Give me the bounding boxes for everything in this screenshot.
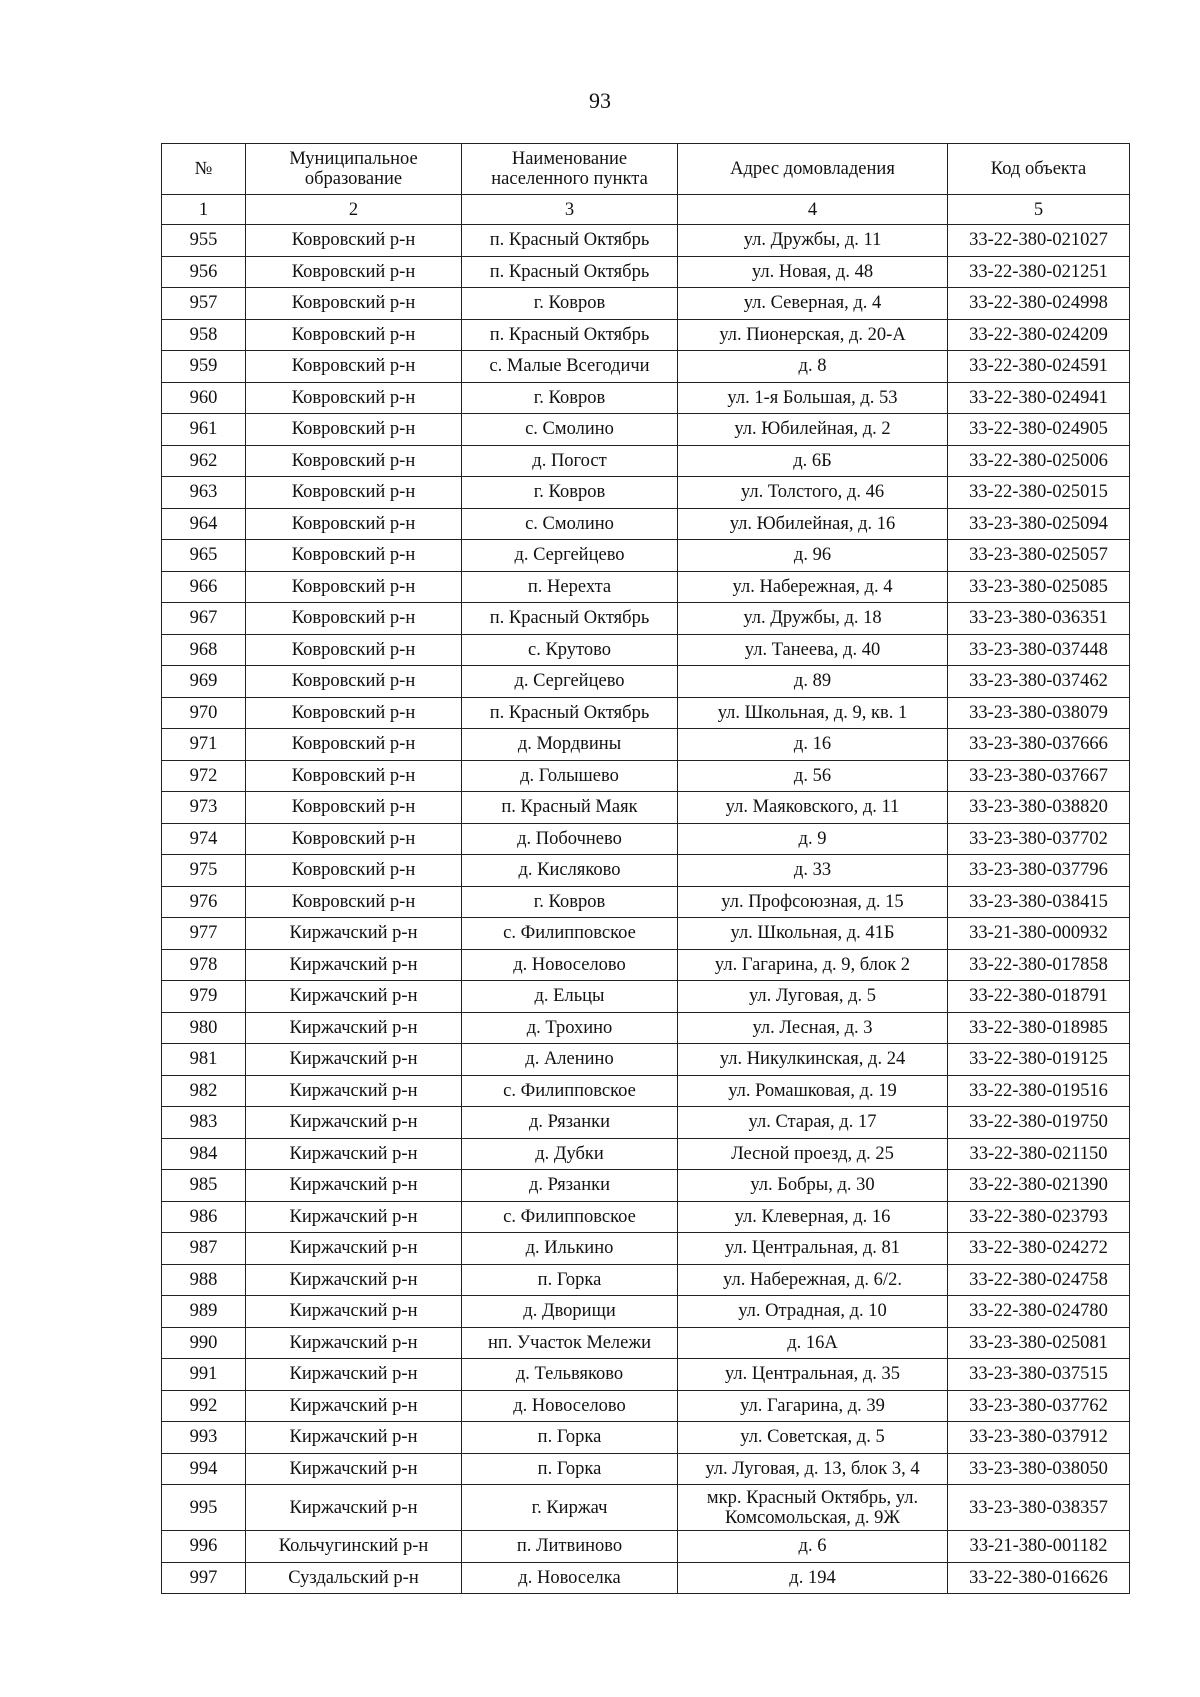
object-code-cell: 33-23-380-036351	[948, 603, 1130, 635]
settlement-cell: д. Сергейцево	[462, 540, 678, 572]
settlement-cell: с. Смолино	[462, 508, 678, 540]
table-row	[162, 540, 1130, 572]
object-code-cell: 33-22-380-024209	[948, 319, 1130, 351]
object-code-cell: 33-22-380-021251	[948, 256, 1130, 288]
table-row	[162, 351, 1130, 383]
table-row	[162, 792, 1130, 824]
settlement-cell: нп. Участок Мележи	[462, 1327, 678, 1359]
table-row	[162, 477, 1130, 509]
row-number-cell: 955	[162, 225, 246, 257]
row-number-cell: 972	[162, 760, 246, 792]
address-cell: д. 194	[678, 1562, 948, 1594]
municipality-cell: Суздальский р-н	[246, 1562, 462, 1594]
table-row	[162, 729, 1130, 761]
object-code-cell: 33-21-380-000932	[948, 918, 1130, 950]
row-number-cell: 981	[162, 1044, 246, 1076]
address-cell: д. 9	[678, 823, 948, 855]
table-row	[162, 823, 1130, 855]
table-row	[162, 697, 1130, 729]
row-number-cell: 977	[162, 918, 246, 950]
settlement-cell: д. Мордвины	[462, 729, 678, 761]
municipality-cell: Киржачский р-н	[246, 1107, 462, 1139]
row-number-cell: 968	[162, 634, 246, 666]
row-number-cell: 997	[162, 1562, 246, 1594]
row-number-cell: 974	[162, 823, 246, 855]
header-object-code: Код объекта	[948, 144, 1130, 195]
table-body	[162, 225, 1130, 1594]
object-code-cell: 33-23-380-025094	[948, 508, 1130, 540]
address-cell: ул. Толстого, д. 46	[678, 477, 948, 509]
municipality-cell: Ковровский р-н	[246, 225, 462, 257]
object-code-cell: 33-22-380-025015	[948, 477, 1130, 509]
object-code-cell: 33-22-380-021027	[948, 225, 1130, 257]
table-row	[162, 382, 1130, 414]
settlement-cell: г. Ковров	[462, 382, 678, 414]
address-cell: Лесной проезд, д. 25	[678, 1138, 948, 1170]
row-number-cell: 993	[162, 1422, 246, 1454]
address-cell: ул. Никулкинская, д. 24	[678, 1044, 948, 1076]
settlement-cell: д. Тельвяково	[462, 1359, 678, 1391]
table-row	[162, 1107, 1130, 1139]
row-number-cell: 976	[162, 886, 246, 918]
row-number-cell: 995	[162, 1485, 246, 1531]
table-row	[162, 1044, 1130, 1076]
column-number: 4	[678, 195, 948, 225]
row-number-cell: 975	[162, 855, 246, 887]
address-cell: д. 8	[678, 351, 948, 383]
row-number-cell: 986	[162, 1201, 246, 1233]
object-code-cell: 33-22-380-018791	[948, 981, 1130, 1013]
settlement-cell: п. Нерехта	[462, 571, 678, 603]
municipality-cell: Ковровский р-н	[246, 288, 462, 320]
row-number-cell: 969	[162, 666, 246, 698]
row-number-cell: 956	[162, 256, 246, 288]
header-address: Адрес домовладения	[678, 144, 948, 195]
municipality-cell: Киржачский р-н	[246, 918, 462, 950]
municipality-cell: Кольчугинский р-н	[246, 1531, 462, 1563]
settlement-cell: д. Новоселово	[462, 949, 678, 981]
object-code-cell: 33-22-380-024758	[948, 1264, 1130, 1296]
object-code-cell: 33-23-380-025085	[948, 571, 1130, 603]
table-row	[162, 1170, 1130, 1202]
row-number-cell: 996	[162, 1531, 246, 1563]
municipality-cell: Ковровский р-н	[246, 256, 462, 288]
municipality-cell: Ковровский р-н	[246, 823, 462, 855]
municipality-cell: Киржачский р-н	[246, 1453, 462, 1485]
table-row	[162, 1138, 1130, 1170]
row-number-cell: 961	[162, 414, 246, 446]
row-number-cell: 970	[162, 697, 246, 729]
row-number-cell: 994	[162, 1453, 246, 1485]
settlement-cell: п. Литвиново	[462, 1531, 678, 1563]
row-number-cell: 958	[162, 319, 246, 351]
table-row	[162, 949, 1130, 981]
row-number-cell: 957	[162, 288, 246, 320]
header-settlement: Наименование населенного пункта	[462, 144, 678, 195]
row-number-cell: 991	[162, 1359, 246, 1391]
object-code-cell: 33-23-380-025081	[948, 1327, 1130, 1359]
settlement-cell: п. Красный Маяк	[462, 792, 678, 824]
municipality-cell: Киржачский р-н	[246, 1075, 462, 1107]
table-row	[162, 1264, 1130, 1296]
settlement-cell: д. Сергейцево	[462, 666, 678, 698]
object-code-cell: 33-22-380-019125	[948, 1044, 1130, 1076]
row-number-cell: 984	[162, 1138, 246, 1170]
municipality-cell: Ковровский р-н	[246, 666, 462, 698]
row-number-cell: 982	[162, 1075, 246, 1107]
table-row	[162, 603, 1130, 635]
object-code-cell: 33-22-380-021150	[948, 1138, 1130, 1170]
table-row	[162, 886, 1130, 918]
address-cell: ул. Школьная, д. 41Б	[678, 918, 948, 950]
object-code-cell: 33-22-380-024905	[948, 414, 1130, 446]
municipality-cell: Ковровский р-н	[246, 445, 462, 477]
row-number-cell: 990	[162, 1327, 246, 1359]
municipality-cell: Ковровский р-н	[246, 382, 462, 414]
municipality-cell: Ковровский р-н	[246, 508, 462, 540]
address-cell: ул. Отрадная, д. 10	[678, 1296, 948, 1328]
municipality-cell: Ковровский р-н	[246, 729, 462, 761]
header-number: №	[162, 144, 246, 195]
table-row	[162, 1453, 1130, 1485]
object-code-cell: 33-22-380-017858	[948, 949, 1130, 981]
settlement-cell: п. Красный Октябрь	[462, 225, 678, 257]
object-code-cell: 33-22-380-019516	[948, 1075, 1130, 1107]
settlement-cell: с. Филипповское	[462, 1201, 678, 1233]
address-cell: д. 56	[678, 760, 948, 792]
settlement-cell: с. Филипповское	[462, 918, 678, 950]
address-cell: ул. Танеева, д. 40	[678, 634, 948, 666]
municipality-cell: Ковровский р-н	[246, 319, 462, 351]
row-number-cell: 988	[162, 1264, 246, 1296]
object-code-cell: 33-23-380-038415	[948, 886, 1130, 918]
table-row	[162, 571, 1130, 603]
address-cell: ул. Центральная, д. 81	[678, 1233, 948, 1265]
object-code-cell: 33-22-380-023793	[948, 1201, 1130, 1233]
table-row	[162, 225, 1130, 257]
address-cell: ул. Профсоюзная, д. 15	[678, 886, 948, 918]
address-cell: ул. Клеверная, д. 16	[678, 1201, 948, 1233]
table-row	[162, 1359, 1130, 1391]
address-cell: ул. Лесная, д. 3	[678, 1012, 948, 1044]
settlement-cell: г. Киржач	[462, 1485, 678, 1531]
settlement-cell: п. Горка	[462, 1422, 678, 1454]
settlement-cell: д. Погост	[462, 445, 678, 477]
object-code-cell: 33-23-380-037762	[948, 1390, 1130, 1422]
table-row	[162, 288, 1130, 320]
table-row	[162, 1422, 1130, 1454]
municipality-cell: Ковровский р-н	[246, 886, 462, 918]
settlement-cell: с. Смолино	[462, 414, 678, 446]
municipality-cell: Ковровский р-н	[246, 477, 462, 509]
object-code-cell: 33-23-380-037702	[948, 823, 1130, 855]
page-number: 93	[589, 88, 611, 113]
table-row	[162, 256, 1130, 288]
municipality-cell: Ковровский р-н	[246, 603, 462, 635]
row-number-cell: 979	[162, 981, 246, 1013]
object-code-cell: 33-23-380-038079	[948, 697, 1130, 729]
table-row	[162, 634, 1130, 666]
settlement-cell: д. Рязанки	[462, 1170, 678, 1202]
municipality-cell: Ковровский р-н	[246, 540, 462, 572]
municipality-cell: Ковровский р-н	[246, 792, 462, 824]
table-row	[162, 855, 1130, 887]
table-row	[162, 918, 1130, 950]
address-cell: ул. Юбилейная, д. 2	[678, 414, 948, 446]
settlement-cell: д. Дубки	[462, 1138, 678, 1170]
address-cell: ул. Бобры, д. 30	[678, 1170, 948, 1202]
municipality-cell: Ковровский р-н	[246, 855, 462, 887]
municipality-cell: Киржачский р-н	[246, 1138, 462, 1170]
address-cell: д. 89	[678, 666, 948, 698]
object-code-cell: 33-23-380-025057	[948, 540, 1130, 572]
object-code-cell: 33-22-380-024941	[948, 382, 1130, 414]
object-code-cell: 33-23-380-037448	[948, 634, 1130, 666]
address-cell: ул. Дружбы, д. 18	[678, 603, 948, 635]
row-number-cell: 973	[162, 792, 246, 824]
row-number-cell: 963	[162, 477, 246, 509]
settlement-cell: п. Красный Октябрь	[462, 256, 678, 288]
table-row	[162, 1390, 1130, 1422]
table-row	[162, 414, 1130, 446]
row-number-cell: 966	[162, 571, 246, 603]
object-code-cell: 33-23-380-038357	[948, 1485, 1130, 1531]
table-row	[162, 319, 1130, 351]
municipality-cell: Киржачский р-н	[246, 1044, 462, 1076]
row-number-cell: 959	[162, 351, 246, 383]
municipality-cell: Киржачский р-н	[246, 1201, 462, 1233]
municipality-cell: Ковровский р-н	[246, 571, 462, 603]
settlement-cell: д. Дворищи	[462, 1296, 678, 1328]
row-number-cell: 980	[162, 1012, 246, 1044]
settlement-cell: п. Красный Октябрь	[462, 319, 678, 351]
column-number: 5	[948, 195, 1130, 225]
object-code-cell: 33-23-380-037666	[948, 729, 1130, 761]
address-cell: ул. Набережная, д. 6/2.	[678, 1264, 948, 1296]
object-code-cell: 33-21-380-001182	[948, 1531, 1130, 1563]
address-cell: ул. Луговая, д. 5	[678, 981, 948, 1013]
address-cell: ул. Пионерская, д. 20-А	[678, 319, 948, 351]
address-cell: ул. Центральная, д. 35	[678, 1359, 948, 1391]
object-code-cell: 33-23-380-037796	[948, 855, 1130, 887]
address-cell: ул. Юбилейная, д. 16	[678, 508, 948, 540]
municipality-cell: Киржачский р-н	[246, 1296, 462, 1328]
row-number-cell: 962	[162, 445, 246, 477]
municipality-cell: Киржачский р-н	[246, 1327, 462, 1359]
address-cell: д. 6Б	[678, 445, 948, 477]
municipality-cell: Киржачский р-н	[246, 1390, 462, 1422]
column-number: 3	[462, 195, 678, 225]
municipality-cell: Киржачский р-н	[246, 1012, 462, 1044]
object-code-cell: 33-23-380-037667	[948, 760, 1130, 792]
settlement-cell: д. Трохино	[462, 1012, 678, 1044]
address-cell: ул. Набережная, д. 4	[678, 571, 948, 603]
municipality-cell: Ковровский р-н	[246, 351, 462, 383]
table-row	[162, 1075, 1130, 1107]
table-row	[162, 1531, 1130, 1563]
object-code-cell: 33-22-380-024591	[948, 351, 1130, 383]
settlement-cell: д. Ельцы	[462, 981, 678, 1013]
row-number-cell: 971	[162, 729, 246, 761]
address-cell: д. 33	[678, 855, 948, 887]
table-row	[162, 1233, 1130, 1265]
municipality-cell: Ковровский р-н	[246, 697, 462, 729]
object-code-cell: 33-23-380-037912	[948, 1422, 1130, 1454]
column-number-row	[162, 195, 1130, 225]
address-cell: д. 16А	[678, 1327, 948, 1359]
row-number-cell: 964	[162, 508, 246, 540]
row-number-cell: 965	[162, 540, 246, 572]
settlement-cell: с. Крутово	[462, 634, 678, 666]
settlement-cell: п. Красный Октябрь	[462, 697, 678, 729]
object-code-cell: 33-23-380-037462	[948, 666, 1130, 698]
object-code-cell: 33-23-380-037515	[948, 1359, 1130, 1391]
column-number: 2	[246, 195, 462, 225]
address-cell: ул. Школьная, д. 9, кв. 1	[678, 697, 948, 729]
settlement-cell: д. Илькино	[462, 1233, 678, 1265]
municipality-cell: Киржачский р-н	[246, 1233, 462, 1265]
settlement-cell: д. Голышево	[462, 760, 678, 792]
object-code-cell: 33-22-380-024780	[948, 1296, 1130, 1328]
row-number-cell: 960	[162, 382, 246, 414]
row-number-cell: 992	[162, 1390, 246, 1422]
municipality-cell: Киржачский р-н	[246, 1359, 462, 1391]
address-cell: ул. Ромашковая, д. 19	[678, 1075, 948, 1107]
table-row	[162, 445, 1130, 477]
settlement-cell: д. Новоселка	[462, 1562, 678, 1594]
table-row	[162, 981, 1130, 1013]
address-cell: ул. Северная, д. 4	[678, 288, 948, 320]
address-cell: д. 6	[678, 1531, 948, 1563]
object-code-cell: 33-22-380-018985	[948, 1012, 1130, 1044]
address-cell: д. 96	[678, 540, 948, 572]
municipality-cell: Киржачский р-н	[246, 1170, 462, 1202]
object-code-cell: 33-22-380-019750	[948, 1107, 1130, 1139]
table-row	[162, 1296, 1130, 1328]
municipality-cell: Киржачский р-н	[246, 1422, 462, 1454]
address-cell: мкр. Красный Октябрь, ул. Комсомольская, д. 9Ж	[678, 1485, 948, 1531]
settlement-cell: п. Горка	[462, 1264, 678, 1296]
column-number: 1	[162, 195, 246, 225]
municipality-cell: Ковровский р-н	[246, 414, 462, 446]
row-number-cell: 967	[162, 603, 246, 635]
municipality-cell: Киржачский р-н	[246, 981, 462, 1013]
address-cell: ул. Луговая, д. 13, блок 3, 4	[678, 1453, 948, 1485]
municipality-cell: Ковровский р-н	[246, 634, 462, 666]
header-municipality: Муниципальное образование	[246, 144, 462, 195]
address-cell: д. 16	[678, 729, 948, 761]
table-row	[162, 1562, 1130, 1594]
settlement-cell: д. Побочнево	[462, 823, 678, 855]
address-cell: ул. Дружбы, д. 11	[678, 225, 948, 257]
row-number-cell: 987	[162, 1233, 246, 1265]
registry-table	[161, 143, 1130, 1594]
row-number-cell: 978	[162, 949, 246, 981]
settlement-cell: г. Ковров	[462, 288, 678, 320]
header-row	[162, 144, 1130, 195]
settlement-cell: г. Ковров	[462, 477, 678, 509]
address-cell: ул. 1-я Большая, д. 53	[678, 382, 948, 414]
row-number-cell: 983	[162, 1107, 246, 1139]
settlement-cell: д. Кисляково	[462, 855, 678, 887]
row-number-cell: 985	[162, 1170, 246, 1202]
address-cell: ул. Новая, д. 48	[678, 256, 948, 288]
municipality-cell: Киржачский р-н	[246, 949, 462, 981]
table-row	[162, 1201, 1130, 1233]
object-code-cell: 33-22-380-024272	[948, 1233, 1130, 1265]
settlement-cell: д. Аленино	[462, 1044, 678, 1076]
object-code-cell: 33-22-380-024998	[948, 288, 1130, 320]
settlement-cell: п. Красный Октябрь	[462, 603, 678, 635]
table-row	[162, 1485, 1130, 1531]
table-row	[162, 666, 1130, 698]
settlement-cell: д. Новоселово	[462, 1390, 678, 1422]
municipality-cell: Киржачский р-н	[246, 1485, 462, 1531]
settlement-cell: г. Ковров	[462, 886, 678, 918]
settlement-cell: д. Рязанки	[462, 1107, 678, 1139]
object-code-cell: 33-23-380-038050	[948, 1453, 1130, 1485]
address-cell: ул. Советская, д. 5	[678, 1422, 948, 1454]
address-cell: ул. Гагарина, д. 9, блок 2	[678, 949, 948, 981]
address-cell: ул. Маяковского, д. 11	[678, 792, 948, 824]
row-number-cell: 989	[162, 1296, 246, 1328]
settlement-cell: п. Горка	[462, 1453, 678, 1485]
object-code-cell: 33-22-380-025006	[948, 445, 1130, 477]
table-row	[162, 1327, 1130, 1359]
table-row	[162, 1012, 1130, 1044]
settlement-cell: с. Малые Всегодичи	[462, 351, 678, 383]
municipality-cell: Киржачский р-н	[246, 1264, 462, 1296]
address-cell: ул. Старая, д. 17	[678, 1107, 948, 1139]
object-code-cell: 33-23-380-038820	[948, 792, 1130, 824]
table-row	[162, 760, 1130, 792]
table-row	[162, 508, 1130, 540]
address-cell: ул. Гагарина, д. 39	[678, 1390, 948, 1422]
object-code-cell: 33-22-380-021390	[948, 1170, 1130, 1202]
settlement-cell: с. Филипповское	[462, 1075, 678, 1107]
object-code-cell: 33-22-380-016626	[948, 1562, 1130, 1594]
municipality-cell: Ковровский р-н	[246, 760, 462, 792]
